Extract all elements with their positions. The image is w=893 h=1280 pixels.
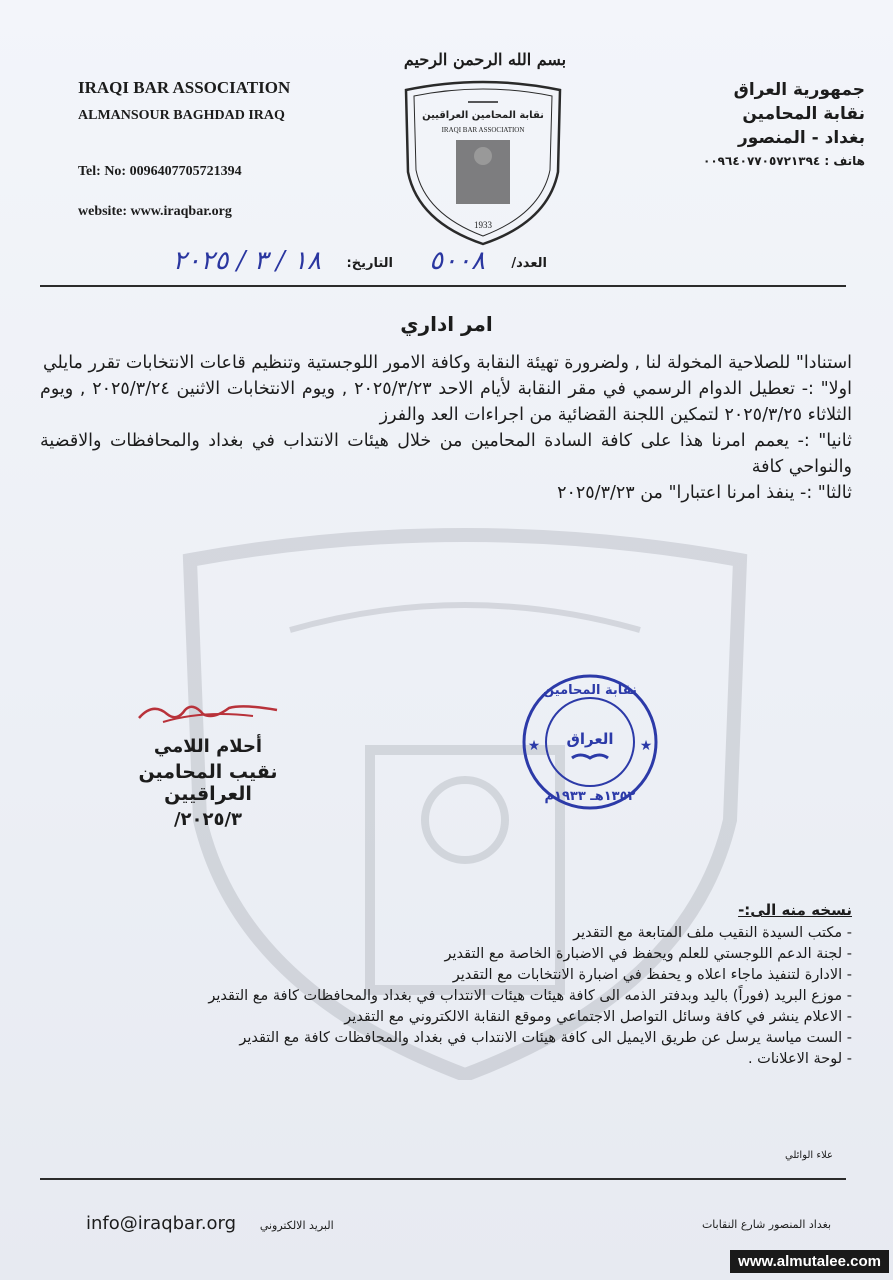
copy-item: - الست مياسة يرسل عن طريق الايميل الى كافة هيئات الانتداب في بغداد والمحافظات كافة مع التقدير xyxy=(239,1030,852,1046)
copy-item: - موزع البريد (فوراً) باليد وبدفتر الذمه الى كافة هيئات هيئات الانتداب في بغداد والمحافظات كافة مع التقدير xyxy=(208,988,852,1004)
signatory-name: أحلام اللامي xyxy=(153,736,263,757)
body-item-3: ثالثا" :- ينفذ امرنا اعتبارا" من ٢٠٢٥/٣/٢٣ xyxy=(557,483,852,503)
bar-association-logo xyxy=(398,52,568,247)
header-english xyxy=(78,78,291,219)
city-ar: بغداد - المنصور xyxy=(738,128,865,148)
date-label: التاريخ: xyxy=(346,256,393,271)
stamp-country: العراق xyxy=(566,730,614,748)
logo-text-en: IRAQI BAR ASSOCIATION xyxy=(441,126,525,134)
phone-en: Tel: No: 009640770572139​4 xyxy=(78,164,242,179)
signature-date: ٢٠٢٥/٣/ xyxy=(173,809,243,830)
star-icon: ★ xyxy=(639,738,653,754)
site-watermark[interactable]: www.almutalee.com xyxy=(730,1250,889,1273)
stamp-years: ١٣٥٢هـ ١٩٣٣م xyxy=(544,789,636,804)
header-arabic xyxy=(703,78,865,168)
copy-item: - لجنة الدعم اللوجستي للعلم ويحفظ في الاضبارة الخاصة مع التقدير xyxy=(444,946,852,962)
footer-address: بغداد المنصور شارع النقابات xyxy=(701,1218,831,1231)
org-name-en: IRAQI BAR ASSOCIATION xyxy=(78,78,291,97)
footer-divider xyxy=(40,1178,846,1180)
email-address[interactable]: info@iraqbar.org xyxy=(86,1213,237,1234)
body-intro: استنادا" للصلاحية المخولة لنا , ولضرورة تهيئة النقابة وكافة الامور اللوجستية وتنظيم قاعات الانتخابات تقرر مايلي xyxy=(42,353,852,373)
copy-item: - لوحة الاعلانات . xyxy=(747,1051,852,1067)
official-stamp xyxy=(520,672,660,812)
handwritten-signature xyxy=(133,700,283,726)
phone-ar: هاتف : ٠٠٩٦٤٠٧٧٠٥٧٢١٣٩٤ xyxy=(703,154,865,168)
reference-line xyxy=(0,246,893,286)
logo-year: 1933 xyxy=(474,220,492,230)
country-ar: جمهورية العراق xyxy=(733,80,865,100)
body-item-2: ثانيا" :- يعمم امرنا هذا على كافة السادة المحامين من خلال هيئات الانتداب في بغداد والمحافظات والاقضية والنواحي كافة xyxy=(40,431,852,477)
stamp-org: نقابة المحامين xyxy=(543,683,637,698)
document-title: امر اداري xyxy=(400,312,493,336)
copy-item: - الاعلام ينشر في كافة وسائل التواصل الاجتماعي وموقع النقابة الالكتروني مع التقدير xyxy=(344,1009,852,1025)
typist-initials: علاء الوائلي xyxy=(784,1150,833,1161)
body-item-1: اولا" :- تعطيل الدوام الرسمي في مقر النقابة لأيام الاحد ٢٠٢٥/٣/٢٣ , ويوم الانتخابات الاثنين ٢٠٢٥/٣/٢٤ , ويوم الثلاثاء ٢٠٢٥/٣/٢٥ لتمكين اللجنة القضائية من اجراءات العد والفرز xyxy=(40,379,852,425)
signature-block xyxy=(118,700,298,830)
number-label: العدد/ xyxy=(511,256,547,271)
footer-email xyxy=(86,1213,334,1234)
date-value: ١٨ / ٣ / ٢٠٢٥ xyxy=(172,246,321,276)
signatory-position: نقيب المحامين العراقيين xyxy=(138,761,278,805)
copy-item: - مكتب السيدة النقيب ملف المتابعة مع التقدير xyxy=(573,925,852,941)
copy-item: - الادارة لتنفيذ ماجاء اعلاه و يحفظ في اضبارة الانتخابات مع التقدير xyxy=(452,967,852,983)
copies-heading: نسخه منه الى:- xyxy=(738,901,852,919)
header-divider xyxy=(40,285,846,287)
order-body xyxy=(40,350,852,506)
star-icon: ★ xyxy=(527,738,541,754)
address-en: ALMANSOUR BAGHDAD IRAQ xyxy=(78,108,285,123)
number-value: ٥٠٠٨ xyxy=(429,246,485,276)
org-name-ar: نقابة المحامين xyxy=(742,104,865,124)
bismillah: بسم الله الرحمن الرحيم xyxy=(403,50,567,69)
email-label: البريد الالكتروني xyxy=(259,1219,334,1232)
logo-text-ar: نقابة المحامين العراقيين xyxy=(422,110,544,121)
website-en: website: www.iraqbar.org xyxy=(78,204,232,219)
copies-list xyxy=(70,900,852,1070)
